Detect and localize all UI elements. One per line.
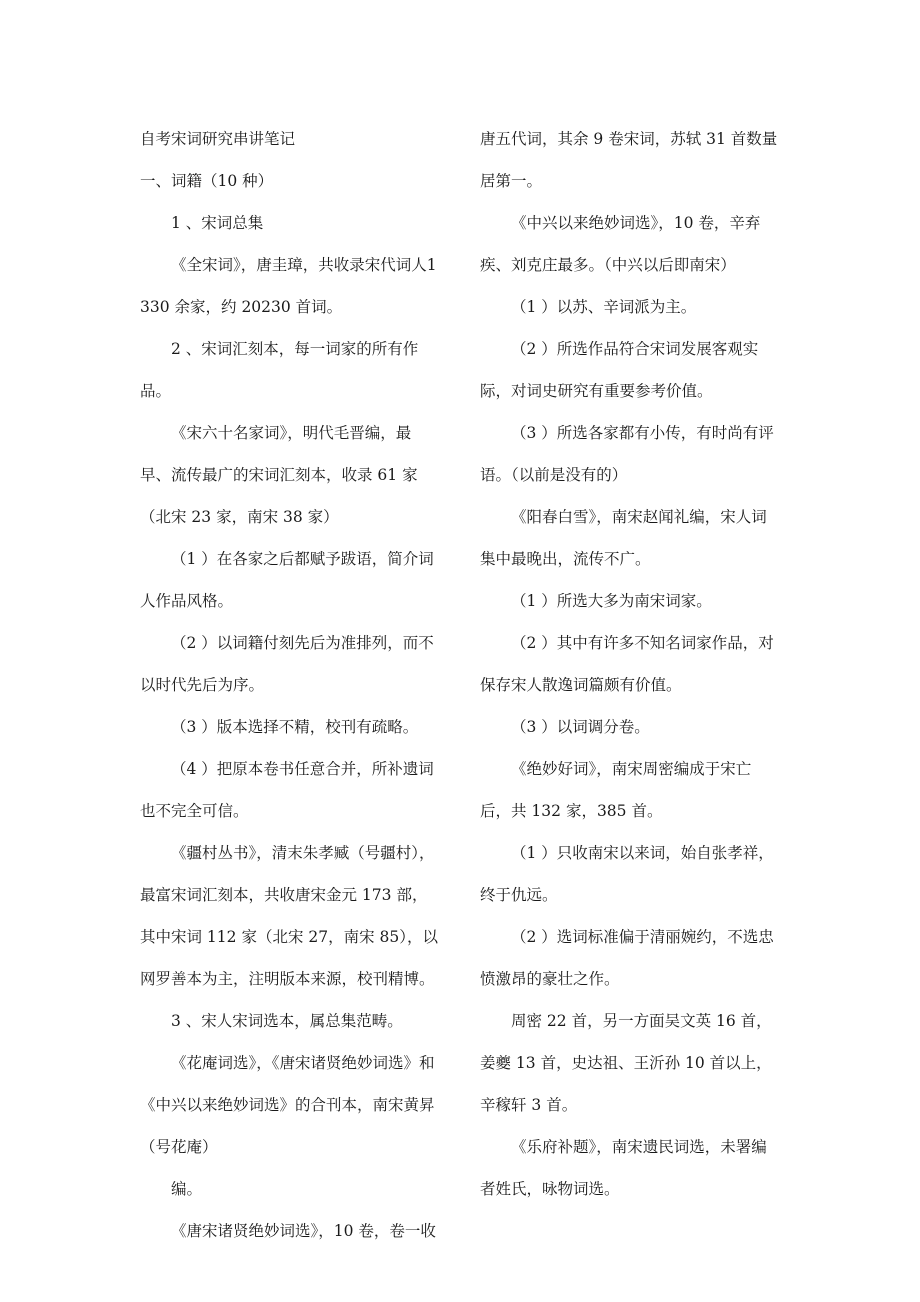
paragraph: 《阳春白雪》，南宋赵闻礼编，宋人词集中最晚出，流传不广。 xyxy=(480,508,767,568)
list-item: （3 ）版本选择不精，校刊有疏略。 xyxy=(171,718,419,736)
list-item: （4 ）把原本卷书任意合并，所补遗词也不完全可信。 xyxy=(140,760,434,820)
paragraph: 编。 xyxy=(171,1180,203,1198)
paragraph: 《疆村丛书》，清末朱孝臧（号疆村），最富宋词汇刻本，共收唐宋金元 173 部，其中宋词 112 家（北宋 27，南宋 85），以网罗善本为主，注明版本来源，校刊精博。 xyxy=(140,844,438,988)
list-item: （2 ）其中有许多不知名词家作品，对保存宋人散逸词篇颇有价值。 xyxy=(480,634,774,694)
paragraph: 《绝妙好词》，南宋周密编成于宋亡后，共 132 家，385 首。 xyxy=(480,760,752,820)
list-item: （1 ）在各家之后都赋予跋语，简介词人作品风格。 xyxy=(140,550,434,610)
list-item: （3 ）所选各家都有小传，有时尚有评语。（以前是没有的） xyxy=(480,424,774,484)
paragraph: 周密 22 首，另一方面吴文英 16 首，姜夔 13 首，史达祖、王沂孙 10 首以上，辛稼轩 3 首。 xyxy=(480,1012,772,1114)
paragraph: 《宋六十名家词》，明代毛晋编，最早、流传最广的宋词汇刻本，收录 61 家（北宋 23 家，南宋 38 家） xyxy=(140,424,418,526)
list-item: （2 ）所选作品符合宋词发展客观实际，对词史研究有重要参考价值。 xyxy=(480,340,759,400)
list-item: （2 ）以词籍付刻先后为准排列，而不以时代先后为序。 xyxy=(140,634,434,694)
subsection-heading: 3 、宋人宋词选本，属总集范畴。 xyxy=(171,1012,403,1030)
section-heading: 一、词籍（10 种） xyxy=(140,172,274,190)
list-item: （1 ）只收南宋以来词，始自张孝祥，终于仇远。 xyxy=(480,844,774,904)
paragraph: 《唐宋诸贤绝妙词选》，10 卷，卷一收 xyxy=(171,1222,436,1240)
list-item: （3 ）以词调分卷。 xyxy=(511,718,650,736)
paragraph: 《花庵词选》，《唐宋诸贤绝妙词选》和《中兴以来绝妙词选》的合刊本，南宋黄昇（号花庵） xyxy=(140,1054,435,1156)
right-column xyxy=(480,118,782,1210)
subsection-heading: 1 、宋词总集 xyxy=(171,214,264,232)
list-item: （1 ）所选大多为南宋词家。 xyxy=(511,592,712,610)
list-item: （2 ）选词标准偏于清丽婉约，不选忠愤激昂的豪壮之作。 xyxy=(480,928,774,988)
subsection-heading: 2 、宋词汇刻本，每一词家的所有作品。 xyxy=(140,340,419,400)
list-item: （1 ）以苏、辛词派为主。 xyxy=(511,298,697,316)
left-column xyxy=(140,118,442,1252)
paragraph: 《乐府补题》，南宋遗民词选，未署编者姓氏，咏物词选。 xyxy=(480,1138,767,1198)
paragraph: 唐五代词，其余 9 卷宋词，苏轼 31 首数量居第一。 xyxy=(480,130,778,190)
paragraph: 《中兴以来绝妙词选》，10 卷，辛弃疾、刘克庄最多。（中兴以后即南宋） xyxy=(480,214,761,274)
paragraph: 《全宋词》，唐圭璋，共收录宋代词人1330 余家，约 20230 首词。 xyxy=(140,256,437,316)
document-title: 自考宋词研究串讲笔记 xyxy=(140,130,296,148)
